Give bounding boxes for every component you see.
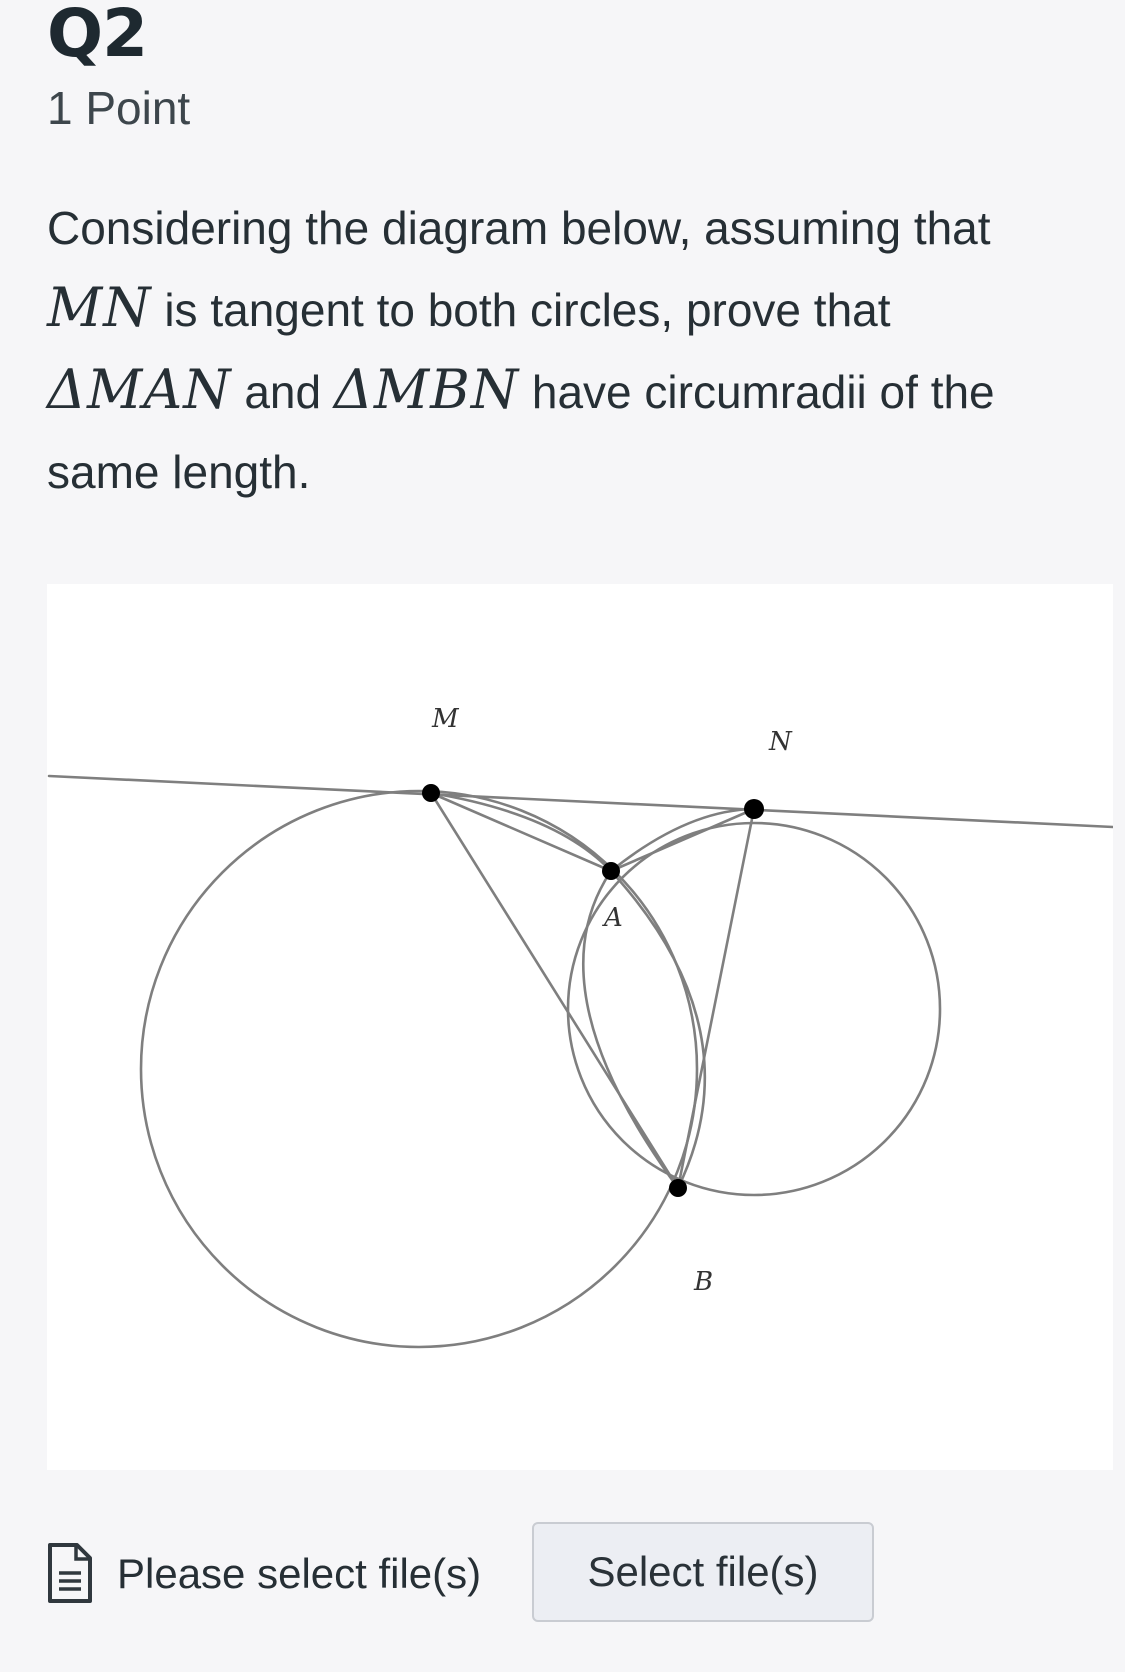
- point-b: [669, 1179, 687, 1197]
- diagram-svg: [47, 584, 1113, 1470]
- small-circle: [568, 823, 940, 1195]
- segment-ma: [431, 793, 611, 871]
- select-files-button[interactable]: Select file(s): [532, 1522, 874, 1622]
- segment-an: [611, 809, 754, 871]
- document-icon: [47, 1542, 93, 1604]
- file-upload-row: [47, 1522, 1087, 1626]
- upload-status-text: Please select file(s): [117, 1550, 482, 1597]
- math-mn: MN: [47, 276, 152, 339]
- point-a: [602, 862, 620, 880]
- prompt-text-4: have circumradii of the same length.: [47, 366, 995, 498]
- label-a: A: [604, 903, 623, 933]
- label-n: N: [769, 727, 792, 757]
- prompt-text-1: Considering the diagram below, assuming that: [47, 202, 991, 254]
- geometry-diagram: [47, 584, 1113, 1470]
- question-title: Q2: [47, 0, 148, 72]
- label-b: B: [694, 1267, 714, 1297]
- question-points: 1 Point: [47, 82, 191, 134]
- arc-ab-right: [611, 871, 705, 1188]
- arc-ab-left: [583, 871, 678, 1188]
- segment-nb: [678, 809, 754, 1188]
- point-m: [422, 784, 440, 802]
- prompt-text-3: and: [231, 366, 334, 418]
- prompt-text-2: is tangent to both circles, prove that: [151, 284, 891, 336]
- math-triangle-mbn: ΔMBN: [333, 358, 520, 421]
- label-m: M: [432, 704, 459, 734]
- point-n: [744, 799, 764, 819]
- tangent-line-mn: [49, 776, 1113, 827]
- math-triangle-man: ΔMAN: [47, 358, 232, 421]
- question-prompt: [47, 188, 1107, 512]
- segment-mb: [431, 793, 678, 1188]
